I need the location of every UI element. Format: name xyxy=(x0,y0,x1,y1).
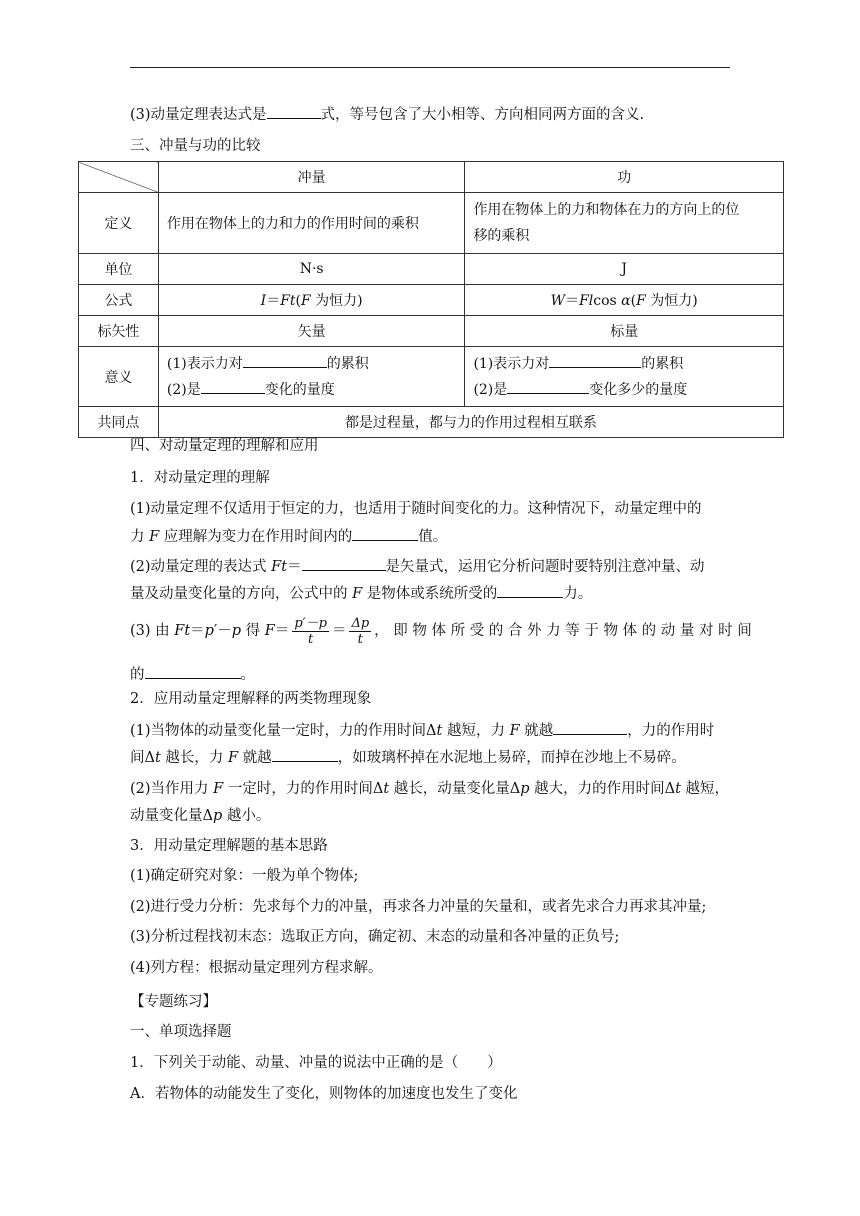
practice-heading: 【专题练习】 xyxy=(130,994,217,1010)
subheading: 2．应用动量定理解释的两类物理现象 xyxy=(130,691,372,707)
fraction: $\frac{p'-p}{t}$ xyxy=(294,615,327,647)
table-header-work: 功 xyxy=(465,162,784,193)
table-cell: N·s xyxy=(158,254,465,285)
row-label: 定义 xyxy=(79,193,159,254)
header-rule xyxy=(130,67,730,68)
question-option: A．若物体的动能发生了变化，则物体的加速度也发生了变化 xyxy=(130,1086,518,1102)
paragraph-line: 间Δt 越长，力 F 就越 ，如玻璃杯掉在水泥地上易碎，而掉在沙地上不易碎。 xyxy=(130,747,686,768)
question-stem: 1．下列关于动能、动量、冲量的说法中正确的是（ ） xyxy=(130,1055,502,1071)
table-cell: I＝Ft(F 为恒力) xyxy=(158,285,465,316)
paragraph-line: (2)当作用力 F 一定时，力的作用时间Δt 越长，动量变化量Δp 越大，力的作用时间Δt 越短， xyxy=(130,781,730,797)
table-cell: 作用在物体上的力和物体在力的方向上的位 移的乘积 xyxy=(465,193,784,254)
row-label: 共同点 xyxy=(79,407,159,438)
paragraph-line: (4)列方程：根据动量定理列方程求解。 xyxy=(130,960,383,976)
table-cell: (1)表示力对 的累积 (2)是 变化多少的量度 xyxy=(465,347,784,407)
section-heading: 四、对动量定理的理解和应用 xyxy=(130,438,319,454)
table-corner-cell xyxy=(79,162,159,193)
table-cell: 矢量 xyxy=(158,316,465,347)
paragraph-line: 力 F 应理解为变力在作用时间内的 值。 xyxy=(130,526,447,547)
subheading: 3．用动量定理解题的基本思路 xyxy=(130,838,328,854)
table-cell: 作用在物体上的力和力的作用时间的乘积 xyxy=(158,193,465,254)
theorem-expression-line: (3)动量定理表达式是 式，等号包含了大小相等、方向相同两方面的含义. xyxy=(130,104,644,125)
paragraph-line: (3)分析过程找初末态：选取正方向，确定初、末态的动量和各冲量的正负号; xyxy=(130,929,620,945)
formula-line: (3) 由 Ft＝p′－p 得 F＝ $\frac{p'-p}{t}$ ＝ $\frac{\Delta p}{t}$ ， 即 物 体 所 受 的 合 外 力 等 于 物 体 的 动 量 对 时 间 xyxy=(130,615,752,647)
comparison-table xyxy=(78,161,784,438)
table-cell: (1)表示力对 的累积 (2)是 变化的量度 xyxy=(158,347,465,407)
paragraph-line: 量及动量变化量的方向，公式中的 F 是物体或系统所受的 力。 xyxy=(130,583,592,604)
section-heading: 三、冲量与功的比较 xyxy=(130,138,261,154)
paragraph-line: (2)进行受力分析：先求每个力的冲量，再求各力冲量的矢量和，或者先求合力再求其冲量; xyxy=(130,899,707,915)
table-cell: J xyxy=(465,254,784,285)
row-label: 意义 xyxy=(79,347,159,407)
paragraph-line: (1)当物体的动量变化量一定时，力的作用时间Δt 越短，力 F 就越 ，力的作用时 xyxy=(130,720,714,741)
paragraph-line: (2)动量定理的表达式 Ft＝ 是矢量式，运用它分析问题时要特别注意冲量、动 xyxy=(130,556,705,577)
table-cell: 标量 xyxy=(465,316,784,347)
table-cell: W＝Flcos α(F 为恒力) xyxy=(465,285,784,316)
paragraph-line: (1)动量定理不仅适用于恒定的力，也适用于随时间变化的力。这种情况下，动量定理中的 xyxy=(130,501,702,517)
row-label: 标矢性 xyxy=(79,316,159,347)
paragraph-line: (1)确定研究对象：一般为单个物体; xyxy=(130,868,359,884)
paragraph-line: 动量变化量Δp 越小。 xyxy=(130,808,271,824)
table-header-impulse: 冲量 xyxy=(158,162,465,193)
table-cell: 都是过程量，都与力的作用过程相互联系 xyxy=(158,407,783,438)
paragraph-line: 的 。 xyxy=(130,664,255,685)
fraction: $\frac{\Delta p}{t}$ xyxy=(351,615,370,647)
subheading: 1．对动量定理的理解 xyxy=(130,470,270,486)
row-label: 公式 xyxy=(79,285,159,316)
row-label: 单位 xyxy=(79,254,159,285)
section-heading: 一、单项选择题 xyxy=(130,1024,232,1040)
blank xyxy=(267,104,321,119)
